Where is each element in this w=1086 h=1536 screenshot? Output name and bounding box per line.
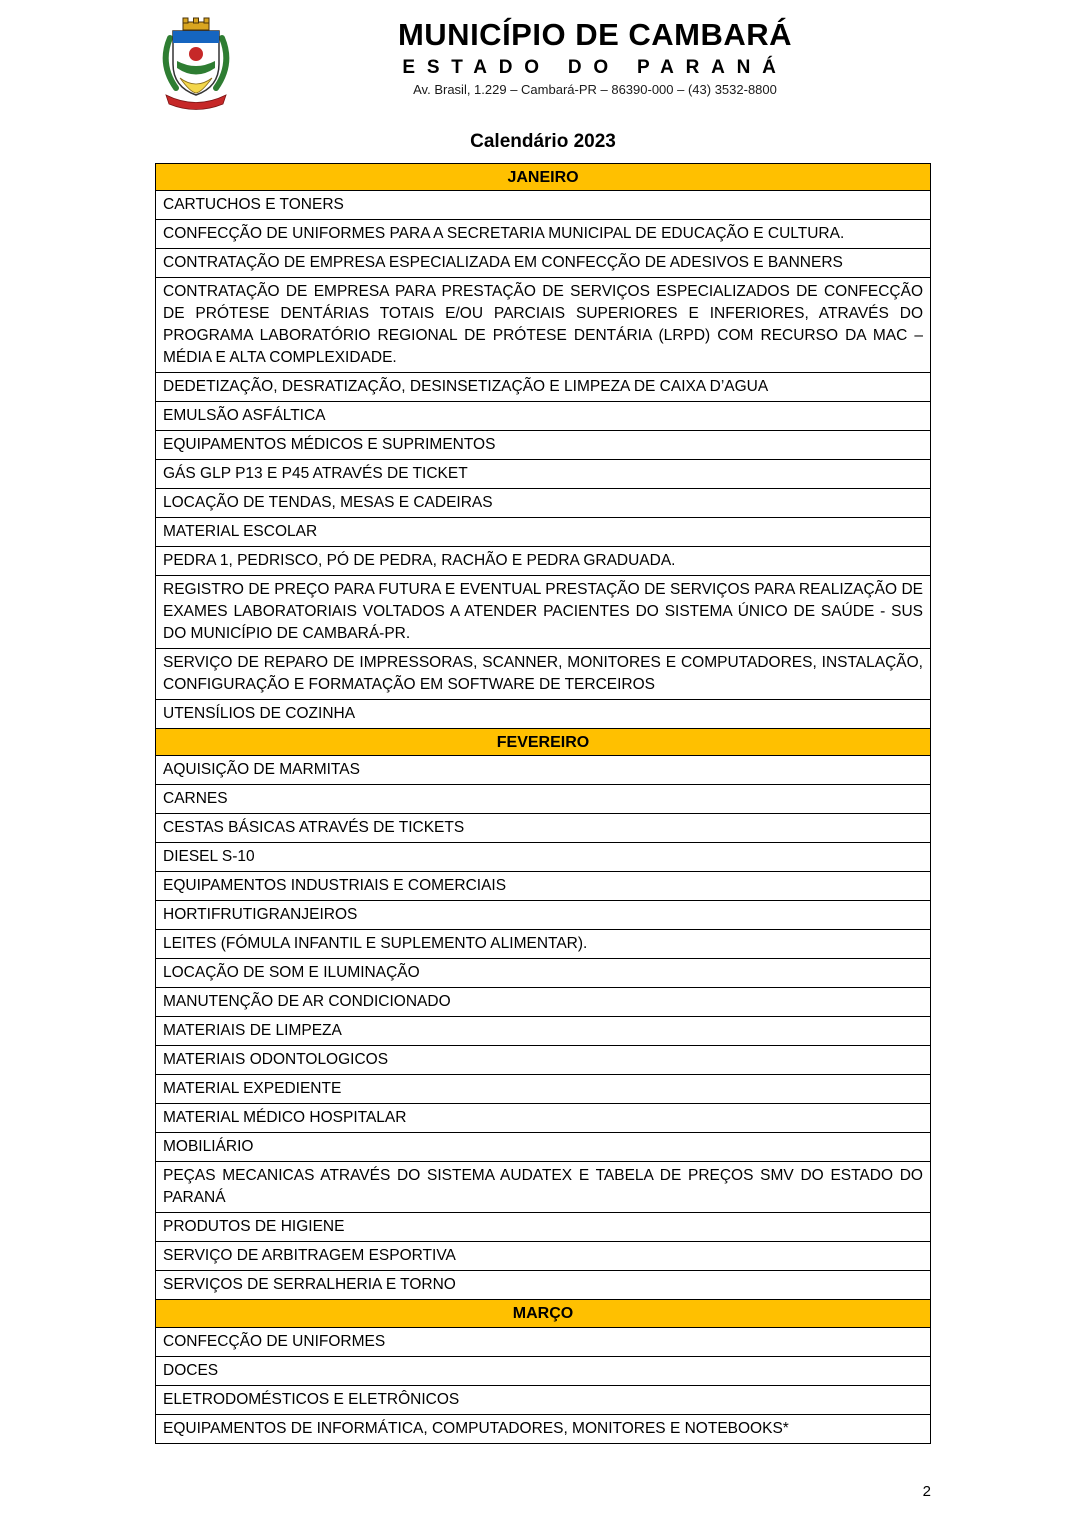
calendar-item: MATERIAIS ODONTOLOGICOS — [156, 1046, 930, 1075]
month-header-fevereiro: FEVEREIRO — [156, 729, 930, 756]
letterhead-text — [250, 18, 940, 97]
calendar-item: HORTIFRUTIGRANJEIROS — [156, 901, 930, 930]
calendar-item: EQUIPAMENTOS MÉDICOS E SUPRIMENTOS — [156, 431, 930, 460]
calendar-item: LEITES (FÓMULA INFANTIL E SUPLEMENTO ALIMENTAR). — [156, 930, 930, 959]
calendar-item: AQUISIÇÃO DE MARMITAS — [156, 756, 930, 785]
month-header-março: MARÇO — [156, 1300, 930, 1327]
calendar-item: MATERIAL MÉDICO HOSPITALAR — [156, 1104, 930, 1133]
calendar-item: ELETRODOMÉSTICOS E ELETRÔNICOS — [156, 1386, 930, 1415]
calendar-item: DOCES — [156, 1357, 930, 1386]
calendar-item: MOBILIÁRIO — [156, 1133, 930, 1162]
month-header-janeiro: JANEIRO — [156, 164, 930, 191]
calendar-item: MANUTENÇÃO DE AR CONDICIONADO — [156, 988, 930, 1017]
calendar-item: SERVIÇOS DE SERRALHERIA E TORNO — [156, 1271, 930, 1300]
calendar-item: CESTAS BÁSICAS ATRAVÉS DE TICKETS — [156, 814, 930, 843]
calendar-item: LOCAÇÃO DE SOM E ILUMINAÇÃO — [156, 959, 930, 988]
calendar-item: CONTRATAÇÃO DE EMPRESA PARA PRESTAÇÃO DE SERVIÇOS ESPECIALIZADOS DE CONFECÇÃO DE PRÓTESE DENTÁRIAS TOTAIS E/OU PARCIAIS SUPERIORES E INFERIORES, ATRAVÉS DO PROGRAMA LABORATÓRIO REGIONAL DE PRÓTESE DENTÁRIA (LRPD) COM RECURSO DA MAC – MÉDIA E ALTA COMPLEXIDADE. — [156, 278, 930, 373]
calendar-item: MATERIAL EXPEDIENTE — [156, 1075, 930, 1104]
municipality-name: MUNICÍPIO DE CAMBARÁ — [397, 17, 793, 52]
calendar-item: GÁS GLP P13 E P45 ATRAVÉS DE TICKET — [156, 460, 930, 489]
coat-of-arms-icon — [156, 16, 236, 110]
calendar-item: DIESEL S-10 — [156, 843, 930, 872]
calendar-item: SERVIÇO DE REPARO DE IMPRESSORAS, SCANNER, MONITORES E COMPUTADORES, INSTALAÇÃO, CONFIGURAÇÃO E FORMATAÇÃO EM SOFTWARE DE TERCEIROS — [156, 649, 930, 700]
calendar-item: DEDETIZAÇÃO, DESRATIZAÇÃO, DESINSETIZAÇÃO E LIMPEZA DE CAIXA D’AGUA — [156, 373, 930, 402]
page-number: 2 — [922, 1483, 931, 1500]
address-line: Av. Brasil, 1.229 – Cambará-PR – 86390-000 – (43) 3532-8800 — [413, 82, 777, 98]
calendar-table — [155, 163, 931, 1444]
document-title: Calendário 2023 — [470, 131, 616, 152]
calendar-item: PEÇAS MECANICAS ATRAVÉS DO SISTEMA AUDATEX E TABELA DE PREÇOS SMV DO ESTADO DO PARANÁ — [156, 1162, 930, 1213]
calendar-item: CONFECÇÃO DE UNIFORMES PARA A SECRETARIA MUNICIPAL DE EDUCAÇÃO E CULTURA. — [156, 220, 930, 249]
calendar-item: UTENSÍLIOS DE COZINHA — [156, 700, 930, 729]
calendar-item: MATERIAL ESCOLAR — [156, 518, 930, 547]
state-name: ESTADO DO PARANÁ — [402, 57, 788, 79]
calendar-item: MATERIAIS DE LIMPEZA — [156, 1017, 930, 1046]
calendar-item: CARTUCHOS E TONERS — [156, 191, 930, 220]
calendar-item: PEDRA 1, PEDRISCO, PÓ DE PEDRA, RACHÃO E PEDRA GRADUADA. — [156, 547, 930, 576]
calendar-item: CONTRATAÇÃO DE EMPRESA ESPECIALIZADA EM CONFECÇÃO DE ADESIVOS E BANNERS — [156, 249, 930, 278]
calendar-item: EQUIPAMENTOS DE INFORMÁTICA, COMPUTADORES, MONITORES E NOTEBOOKS* — [163, 1419, 789, 1437]
calendar-item: EMULSÃO ASFÁLTICA — [156, 402, 930, 431]
letterhead — [0, 14, 1086, 114]
calendar-item: SERVIÇO DE ARBITRAGEM ESPORTIVA — [156, 1242, 930, 1271]
calendar-item: EQUIPAMENTOS INDUSTRIAIS E COMERCIAIS — [156, 872, 930, 901]
calendar-item: CARNES — [156, 785, 930, 814]
calendar-item: REGISTRO DE PREÇO PARA FUTURA E EVENTUAL PRESTAÇÃO DE SERVIÇOS PARA REALIZAÇÃO DE EXAMES LABORATORIAIS VOLTADOS A ATENDER PACIENTES DO SISTEMA ÚNICO DE SAÚDE - SUS DO MUNICÍPIO DE CAMBARÁ-PR. — [156, 576, 930, 649]
calendar-item: LOCAÇÃO DE TENDAS, MESAS E CADEIRAS — [156, 489, 930, 518]
calendar-item: CONFECÇÃO DE UNIFORMES — [156, 1328, 930, 1357]
calendar-item: PRODUTOS DE HIGIENE — [156, 1213, 930, 1242]
